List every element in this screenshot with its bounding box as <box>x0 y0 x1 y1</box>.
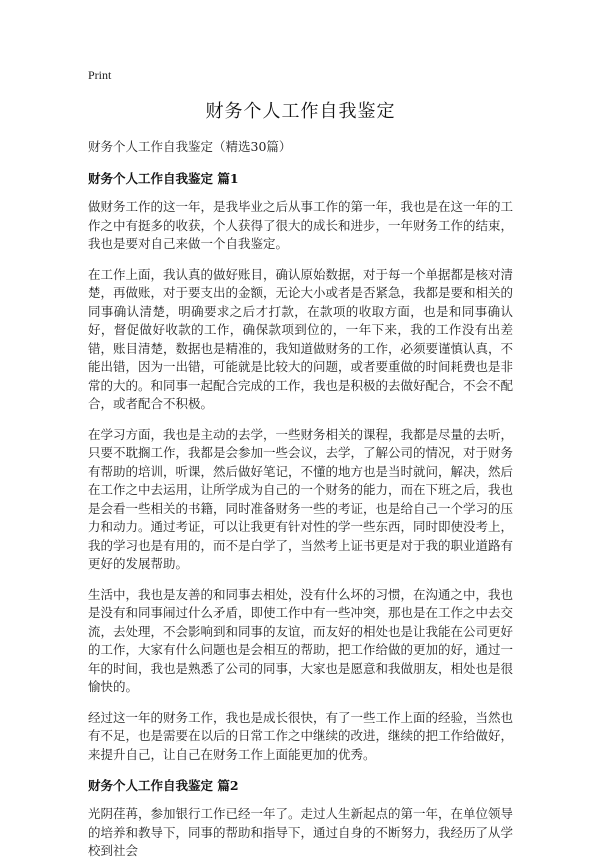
paragraph: 经过这一年的财务工作，我也是成长很快，有了一些工作上面的经验，当然也有不足，也是需要在以后的日常工作之中继续的改进，继续的把工作给做好，来提升自己，让自己在财务工作上面能更加的优秀。 <box>88 709 514 762</box>
paragraph: 在学习方面，我也是主动的去学，一些财务相关的课程，我都是尽量的去听，只要不耽搁工作，我都是会参加一些会议，去学，了解公司的情况，对于财务有帮助的培训，听课，然后做好笔记，不懂的地方也是当时就问，解决，然后在工作之中去运用，让所学成为自己的一个财务的能力，而在下班之后，我也是会看一些相关的书籍，同时准备财务一些的考证，也是给自己一个学习的压力和动力。通过考证，可以让我更有针对性的学一些东西，同时即使没考上，我的学习也是有用的，而不是白学了，当然考上证书更是对于我的职业道路有更好的发展帮助。 <box>88 426 514 571</box>
section-heading: 财务个人工作自我鉴定 篇1 <box>88 171 239 186</box>
document-subtitle: 财务个人工作自我鉴定（精选30篇） <box>88 139 292 154</box>
section-heading: 财务个人工作自我鉴定 篇2 <box>88 778 239 793</box>
paragraph: 做财务工作的这一年，是我毕业之后从事工作的第一年，我也是在这一年的工作之中有挺多的收获，个人获得了很大的成长和进步，一年财务工作的结束，我也是要对自己来做一个自我鉴定。 <box>88 199 514 251</box>
paragraph: 光阴荏苒，参加银行工作已经一年了。走过人生新起点的第一年，在单位领导的培养和教导下，同事的帮助和指导下，通过自身的不断努力，我经历了从学校到社会 <box>88 806 514 858</box>
page-title: 财务个人工作自我鉴定 <box>205 101 396 122</box>
paragraph: 在工作上面，我认真的做好账目，确认原始数据，对于每一个单据都是核对清楚，再做账，对于要支出的金额，无论大小或者是否紧急，我都是要和相关的同事确认清楚，明确要求之后才打款，在款项的收取方面，也是和同事确认好，督促做好收款的工作，确保款项到位的，一年下来，我的工作没有出差错，账目清楚，数据也是精准的，我知道做财务的工作，必须要谨慎认真，不能出错，因为一出错，可能就是比较大的问题，或者要重做的时间耗费也是非常的大的。和同事一起配合完成的工作，我也是积极的去做好配合，不会不配合，或者配合不积极。 <box>88 266 514 411</box>
print-link[interactable]: Print <box>88 68 112 82</box>
paragraph: 生活中，我也是友善的和同事去相处，没有什么坏的习惯，在沟通之中，我也是没有和同事闹过什么矛盾，即使工作中有一些冲突，那也是在工作之中去交流，去处理，不会影响到和同事的友谊，而友好的相处也是让我能在公司更好的工作，大家有什么问题也是会相互的帮助，把工作给做的更加的好，通过一年的时间，我也是熟悉了公司的同事，大家也是愿意和我做朋友，相处也是很愉快的。 <box>88 586 514 694</box>
